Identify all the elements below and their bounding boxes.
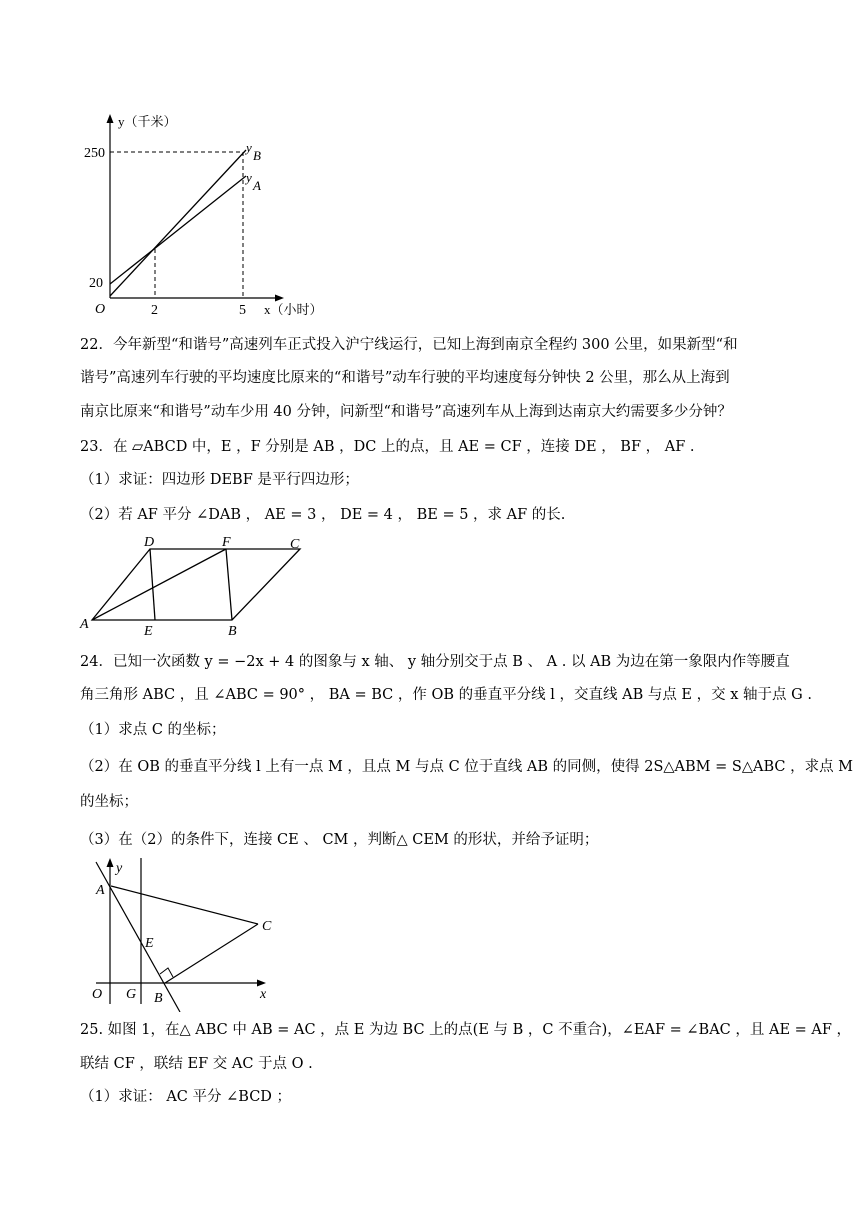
y-tick-250: 250: [84, 146, 105, 161]
line-ya: [110, 176, 246, 284]
segment-af: [92, 549, 226, 620]
point-b-label: B: [154, 991, 163, 1006]
point-c-label: C: [290, 537, 300, 552]
y-axis-label: y（千米）: [118, 114, 177, 129]
right-angle-mark: [160, 968, 173, 977]
line-a-sub: A: [253, 178, 261, 193]
line-yb: [110, 150, 246, 296]
x-axis-label: x（小时）: [264, 302, 323, 317]
y-axis-arrow: [107, 858, 114, 867]
segment-ac: [111, 886, 258, 924]
coordinate-figure: [78, 852, 288, 1012]
q24-part1: （1）求点 C 的坐标；: [80, 722, 226, 738]
line-b-sub: B: [253, 148, 261, 163]
q25-part1: （1）求证： AC 平分 ∠BCD ；: [80, 1089, 292, 1105]
segment-bf: [226, 549, 232, 620]
x-tick-5: 5: [239, 303, 246, 318]
q24-line1: 24．已知一次函数 y = −2x + 4 的图象与 x 轴、 y 轴分别交于点 B 、 A . 以 AB 为边在第一象限内作等腰直: [80, 654, 790, 670]
line-ab: [96, 862, 180, 1012]
point-a-label: A: [80, 617, 89, 632]
q23-part1: （1）求证：四边形 DEBF 是平行四边形；: [80, 472, 359, 488]
q25-line1: 25. 如图 1，在△ ABC 中 AB = AC ，点 E 为边 BC 上的点(E 与 B ，C 不重合)，∠EAF = ∠BAC ，且 AE = AF ，: [80, 1022, 852, 1038]
q23-part2: （2）若 AF 平分 ∠DAB ， AE = 3 ， DE = 4 ， BE = 5 ，求 AF 的长.: [80, 507, 566, 523]
point-a-label: A: [96, 883, 105, 898]
x-tick-2: 2: [151, 303, 158, 318]
line-a-label: y: [246, 170, 252, 185]
parallelogram-figure: [78, 530, 318, 640]
x-axis-arrow: [275, 295, 284, 302]
point-g-label: G: [126, 987, 137, 1002]
q24-part2b: 的坐标；: [80, 794, 138, 810]
q22-line2: 谐号”高速列车行驶的平均速度比原来的“和谐号”动车行驶的平均速度每分钟快 2 公里，那么从上海到: [80, 370, 730, 386]
q24-part2a: （2）在 OB 的垂直平分线 l 上有一点 M ，且点 M 与点 C 位于直线 AB 的同侧，使得 2S△ABM = S△ABC ，求点 M: [80, 759, 854, 775]
y-tick-20: 20: [89, 276, 103, 291]
q25-line2: 联结 CF ，联结 EF 交 AC 于点 O .: [80, 1056, 313, 1072]
point-e-label: E: [145, 936, 154, 951]
y-axis-label: y: [116, 861, 123, 876]
q24-part3: （3）在（2）的条件下，连接 CE 、 CM ，判断△ CEM 的形状，并给予证明；: [80, 832, 599, 848]
point-b-label: B: [228, 624, 237, 639]
line-b-label: y: [246, 140, 252, 155]
q23-stem: 23．在 ▱ABCD 中，E ，F 分别是 AB ，DC 上的点，且 AE = CF ，连接 DE ， BF ， AF .: [80, 439, 695, 455]
segment-de: [150, 549, 155, 620]
point-c-label: C: [262, 919, 272, 934]
point-d-label: D: [144, 535, 155, 550]
origin-label: O: [95, 302, 106, 317]
distance-time-graph: [78, 110, 338, 320]
point-e-label: E: [144, 624, 153, 639]
q22-line3: 南京比原来“和谐号”动车少用 40 分钟，问新型“和谐号”高速列车从上海到达南京大约需要多少分钟？: [80, 404, 732, 420]
origin-label: O: [92, 987, 103, 1002]
q22-line1: 22．今年新型“和谐号”高速列车正式投入沪宁线运行，已知上海到南京全程约 300 公里，如果新型“和: [80, 337, 738, 353]
y-axis-arrow: [107, 114, 114, 123]
parallelogram-abcd: [92, 549, 300, 620]
x-axis-label: x: [260, 987, 267, 1002]
segment-bc: [165, 924, 258, 983]
x-axis-arrow: [257, 980, 266, 987]
point-f-label: F: [222, 535, 231, 550]
q24-line2: 角三角形 ABC ，且 ∠ABC = 90° ， BA = BC ，作 OB 的垂直平分线 l ，交直线 AB 与点 E ，交 x 轴于点 G .: [80, 687, 812, 703]
